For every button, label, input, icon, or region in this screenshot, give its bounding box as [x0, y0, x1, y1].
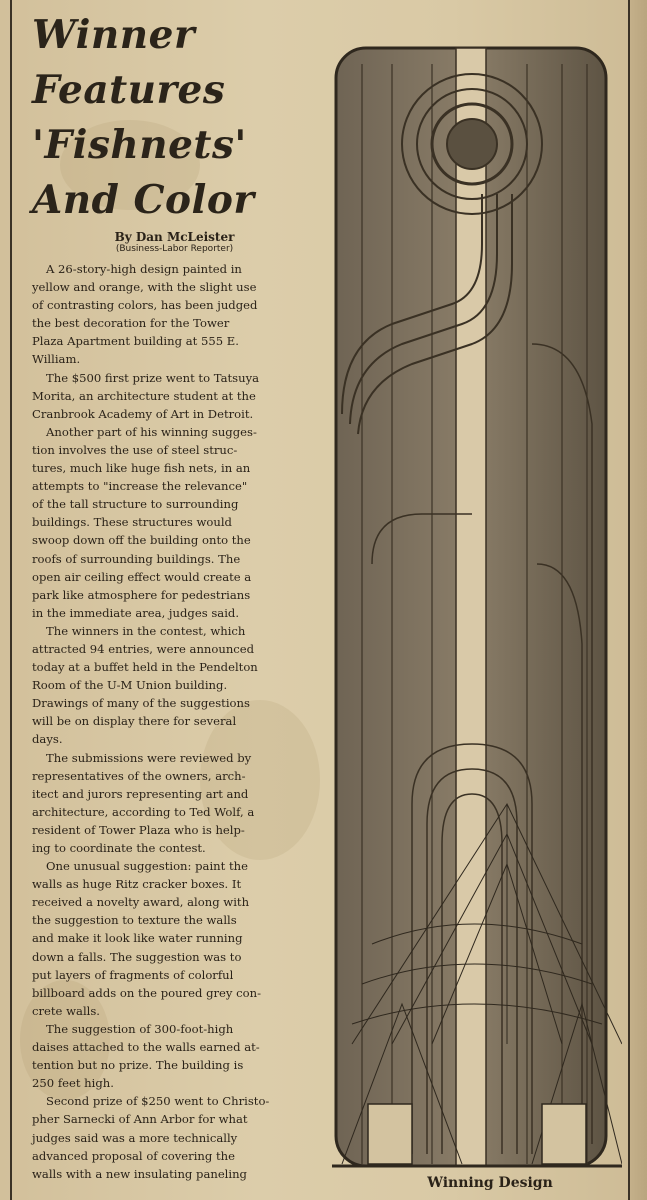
paper-edge [630, 0, 647, 1200]
article-line: billboard adds on the poured grey con- [32, 985, 261, 1000]
illustration-caption: Winning Design [427, 1175, 553, 1191]
article-line: down a falls. The suggestion was to [32, 949, 242, 964]
article-line: The submissions were reviewed by [46, 750, 252, 765]
byline [32, 230, 317, 255]
article-line: attempts to "increase the relevance" [32, 479, 248, 494]
article-paragraph [32, 260, 315, 369]
article-line: advanced proposal of covering the [32, 1148, 235, 1163]
article-paragraph [32, 423, 315, 622]
article-line: Another part of his winning sugges- [46, 424, 257, 439]
article-line: The $500 first prize went to Tatsuya [46, 370, 260, 385]
article-line: Second prize of $250 went to Christo- [46, 1094, 270, 1109]
article-paragraph [32, 1092, 315, 1182]
article-line: swoop down off the building onto the [32, 533, 251, 548]
article-line: The winners in the contest, which [46, 623, 246, 638]
article-line: judges said was a more technically [32, 1130, 238, 1145]
headline-line: Winner [32, 12, 195, 58]
article-line: of contrasting colors, has been judged [32, 298, 258, 313]
article-line: of the tall structure to surrounding [32, 497, 239, 512]
headline-line: And Color [32, 177, 255, 223]
article-paragraph [32, 622, 315, 749]
left-column-rule [10, 0, 12, 1200]
article-line: Cranbrook Academy of Art in Detroit. [32, 406, 254, 421]
article-line: Room of the U-M Union building. [32, 678, 228, 693]
article-line: walls as huge Ritz cracker boxes. It [32, 877, 242, 892]
article-line: The suggestion of 300-foot-high [46, 1021, 234, 1036]
byline-role: (Business-Labor Reporter) [115, 244, 234, 254]
article-line: put layers of fragments of colorful [32, 967, 234, 982]
article-line: pher Sarnecki of Ann Arbor for what [32, 1112, 248, 1127]
article-line: today at a buffet held in the Pendelton [32, 660, 258, 675]
article-line: received a novelty award, along with [32, 895, 250, 910]
article-line: tion involves the use of steel struc- [32, 442, 238, 457]
article-line: yellow and orange, with the slight use [32, 280, 257, 295]
article-line: open air ceiling effect would create a [32, 569, 252, 584]
article-paragraph [32, 369, 315, 423]
article-line: Morita, an architecture student at the [32, 388, 256, 403]
article-line: roofs of surrounding buildings. The [32, 551, 241, 566]
article-line: tures, much like huge fish nets, in an [32, 461, 251, 476]
headline-line: Features [32, 67, 226, 113]
article-line: daises attached to the walls earned at- [32, 1040, 260, 1055]
article-line: days. [32, 732, 63, 747]
article-line: 250 feet high. [32, 1076, 114, 1091]
article-paragraph [32, 857, 315, 1020]
winning-design-illustration [332, 44, 622, 1172]
article-line: walls with a new insulating paneling [32, 1166, 247, 1181]
article-paragraph [32, 1020, 315, 1092]
article-line: the best decoration for the Tower [32, 316, 230, 331]
headline [32, 8, 317, 228]
article-line: itect and jurors representing art and [32, 786, 249, 801]
article-paragraph [32, 749, 315, 858]
article-line: One unusual suggestion: paint the [46, 859, 248, 874]
article-line: the suggestion to texture the walls [32, 913, 237, 928]
article-line: resident of Tower Plaza who is help- [32, 822, 245, 837]
article-line: William. [32, 352, 81, 367]
article-line: in the immediate area, judges said. [32, 605, 240, 620]
article-body [32, 260, 315, 1183]
headline-line: 'Fishnets' [32, 122, 247, 168]
article-line: architecture, according to Ted Wolf, a [32, 804, 255, 819]
article-line: A 26-story-high design painted in [46, 262, 242, 276]
article-line: tention but no prize. The building is [32, 1058, 244, 1073]
article-line: Drawings of many of the suggestions [32, 696, 250, 711]
byline-author: By Dan McLeister [114, 230, 235, 244]
article-line: park like atmosphere for pedestrians [32, 587, 251, 602]
article-line: ing to coordinate the contest. [32, 841, 206, 855]
article-line: representatives of the owners, arch- [32, 768, 246, 783]
article-line: will be on display there for several [32, 714, 237, 729]
article-line: buildings. These structures would [32, 515, 232, 530]
article-line: Plaza Apartment building at 555 E. [32, 334, 239, 349]
article-line: attracted 94 entries, were announced [32, 641, 255, 656]
article-line: crete walls. [32, 1003, 100, 1018]
article-line: and make it look like water running [32, 931, 243, 946]
